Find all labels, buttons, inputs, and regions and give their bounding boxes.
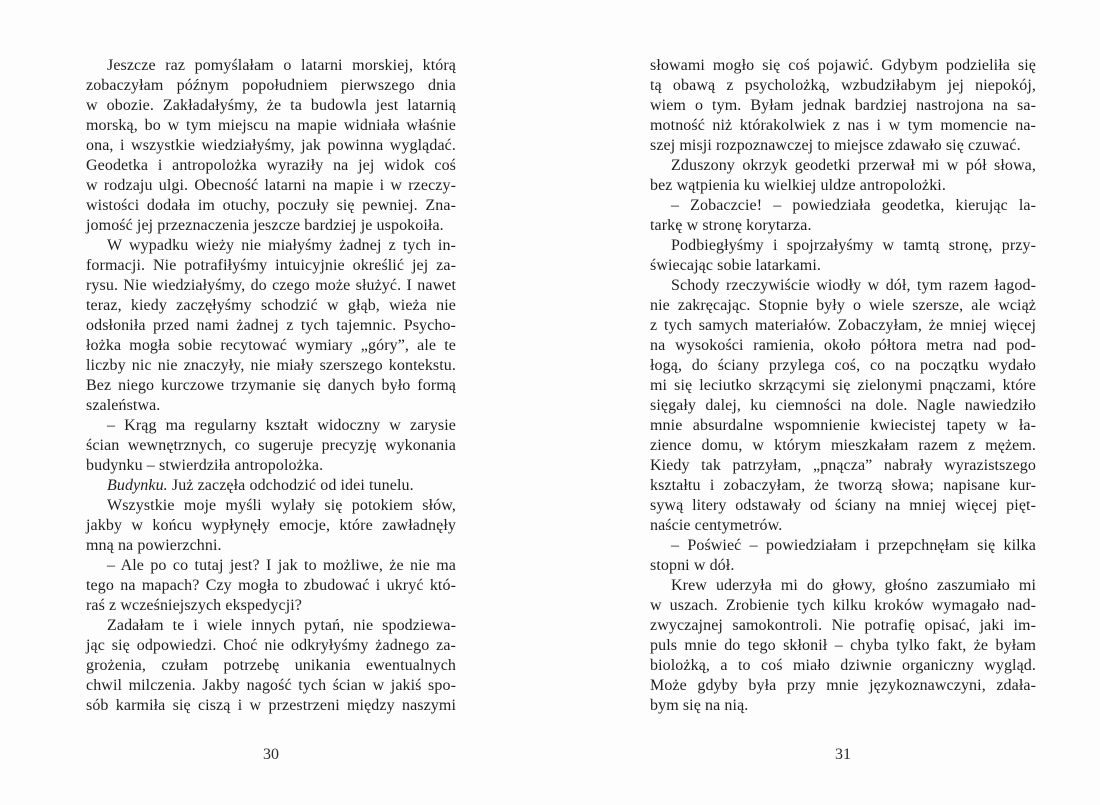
text-line: raś z wcześniejszych ekspedycji? [86, 597, 302, 614]
text-line: Schody rzeczywiście wiodły w dół, tym razem łagod- [671, 277, 1036, 294]
text-line: Jeszcze raz pomyślałam o latarni morskiej, którą [107, 57, 456, 74]
page-number: 30 [263, 746, 279, 763]
text-line: teraz, kiedy zaczęłyśmy schodzić w głąb, wieża nie [86, 297, 456, 314]
text-line: Może gdyby była przy mnie językoznawczyni, zdała- [650, 677, 1036, 694]
text-line: budynku – stwierdziła antropolożka. [86, 457, 324, 474]
text-line: sób karmiła się ciszą i w przestrzeni między naszymi [86, 697, 456, 714]
text-line: rysu. Nie wiedziałyśmy, do czego może służyć. I nawet [86, 277, 456, 294]
page-number: 31 [835, 746, 851, 763]
text-line: łożka mogła sobie recytować wymiary „góry”, ale te [86, 337, 456, 354]
text-line: nie zakręcając. Stopnie były o wiele szersze, ale wciąż [650, 297, 1036, 314]
text-line: jąc się odpowiedzi. Choć nie odkryłyśmy żadnego za- [86, 637, 456, 654]
text-line: kształtu i zobaczyłam, że tworzą słowa; napisane kur- [650, 477, 1036, 494]
text-line: ona, i wszystkie wiedziałyśmy, jak powinna wyglądać. [86, 137, 456, 154]
text-line: Krew uderzyła mi do głowy, głośno zaszumiało mi [671, 577, 1036, 594]
text-line: naście centymetrów. [650, 517, 783, 534]
text-line: słowami mogło się coś pojawić. Gdybym podzieliła się [650, 57, 1036, 74]
text-line: odsłoniła przed nami żadnej z tych tajemnic. Psycho- [86, 317, 456, 334]
text-line: zobaczyłam późnym popołudniem pierwszego dnia [86, 77, 456, 94]
text-line: tą obawą z psycholożką, wzbudziłabym jej niepokój, [650, 77, 1036, 94]
text-line: – Poświeć – powiedziałam i przepchnęłam się kilka [671, 537, 1036, 554]
text-line: świecając sobie latarkami. [650, 257, 821, 274]
text-line: Podbiegłyśmy i spojrzałyśmy w tamtą stronę, przy- [671, 237, 1036, 254]
text-line: jomość jej przeznaczenia jeszcze bardziej je uspokoiła. [86, 217, 444, 234]
text-line: szej misji rozpoznawczej to miejsce zdawało się czuwać. [650, 137, 1021, 154]
text-line: wistości dodała im otuchy, poczuły się pewniej. Zna- [86, 197, 456, 214]
text-line: bym się na nią. [650, 697, 749, 714]
text-line: Kiedy tak patrzyłam, „pnącza” nabrały wyrazistszego [650, 457, 1036, 474]
text-line: chwil milczenia. Jakby nagość tych ścian w jakiś spo- [86, 677, 456, 694]
text-line: – Ale po co tutaj jest? I jak to możliwe, że nie ma [107, 557, 456, 574]
text-line: Zduszony okrzyk geodetki przerwał mi w pół słowa, [671, 157, 1036, 174]
text-line: grożenia, czułam potrzebę unikania ewentualnych [86, 657, 456, 674]
text-line: mną na powierzchni. [86, 537, 222, 554]
page-text-column [86, 56, 456, 716]
italic-text-segment: Budynku. [107, 477, 168, 494]
text-line: W wypadku wieży nie miałyśmy żadnej z tych in- [107, 237, 456, 254]
text-line: sywą litery odstawały od ściany na mniej więcej pięt- [650, 497, 1036, 514]
text-line: Zadałam te i wiele innych pytań, nie spodziewa- [107, 617, 456, 634]
text-line: tarkę w stronę korytarza. [650, 217, 812, 234]
text-line: zience domu, w którym mieszkałam razem z mężem. [650, 437, 1036, 454]
text-line: Geodetka i antropolożka wyraziły na jej widok coś [86, 157, 456, 174]
text-line: zwyczajnej samokontroli. Nie potrafię opisać, jaki im- [650, 617, 1036, 634]
text-line [86, 476, 456, 496]
text-line: puls mnie do tego skłonił – chyba tylko fakt, że byłam [650, 637, 1036, 654]
page-text-column [650, 56, 1036, 716]
text-line: na wysokości ramienia, około półtora metra nad pod- [650, 337, 1036, 354]
text-line: Bez niego kurczowe trzymanie się danych było formą [86, 377, 456, 394]
text-line: formacji. Nie potrafiłyśmy intuicyjnie określić jej za- [86, 257, 456, 274]
text-segment: Już zaczęła odchodzić od idei tunelu. [167, 477, 414, 494]
text-line: – Krąg ma regularny kształt widoczny w zarysie [107, 417, 456, 434]
page-30 [86, 0, 456, 805]
text-line: jakby w końcu wypłynęły emocje, które zawładnęły [86, 517, 456, 534]
text-line: motność niż którakolwiek z nas i w tym momencie na- [650, 117, 1036, 134]
text-line: tego na mapach? Czy mogła to zbudować i ukryć któ- [86, 577, 456, 594]
text-line: liczby nic nie znaczyły, nie miały szerszego kontekstu. [86, 357, 456, 374]
text-line: bez wątpienia ku wielkiej uldze antropolożki. [650, 177, 946, 194]
text-line: w rodzaju ulgi. Obecność latarni na mapie i w rzeczy- [86, 177, 456, 194]
text-line: stopni w dół. [650, 557, 735, 574]
text-line: w obozie. Zakładałyśmy, że ta budowla jest latarnią [86, 97, 456, 114]
text-line: mnie absurdalne wspomnienie kwiecistej tapety w ła- [650, 417, 1036, 434]
text-line: szaleństwa. [86, 397, 161, 414]
text-line: Wszystkie moje myśli wylały się potokiem słów, [107, 497, 456, 514]
page-31 [650, 0, 1036, 805]
text-line: łogą, do ściany przylega coś, co na początku wydało [650, 357, 1036, 374]
text-line: biolożką, a to coś miało dziwnie organiczny wygląd. [650, 657, 1036, 674]
text-line: ścian wewnętrznych, co sugeruje precyzję wykonania [86, 437, 456, 454]
text-line: – Zobaczcie! – powiedziała geodetka, kierując la- [671, 197, 1036, 214]
text-line: sięgały dalej, ku ciemności na dole. Nagle nawiedziło [650, 397, 1036, 414]
text-line: mi się leciutko skrzącymi się zielonymi pnączami, które [650, 377, 1036, 394]
text-line: wiem o tym. Byłam jednak bardziej nastrojona na sa- [650, 97, 1036, 114]
text-line: morską, bo w tym miejscu na mapie widniała właśnie [86, 117, 456, 134]
text-line: w uszach. Zrobienie tych kilku kroków wymagało nad- [650, 597, 1036, 614]
text-line: z tych samych materiałów. Zobaczyłam, że mniej więcej [650, 317, 1036, 334]
